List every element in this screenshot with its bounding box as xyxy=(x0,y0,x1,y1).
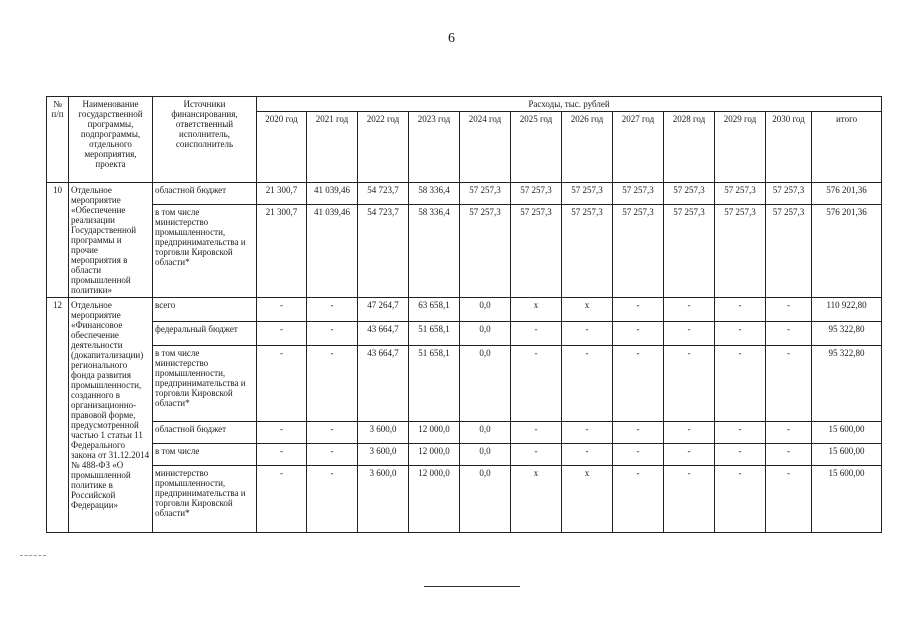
year-header: итого xyxy=(812,112,882,183)
expense-value: - xyxy=(562,444,613,466)
measure-name: Отдельное мероприятие «Финансовое обеспечение деятельности (докапитализации) регионального фонда развития промышленности, созданного в организационно-правовой форме, предусмотренной частью 1 статьи 11 Федерального закона от 31.12.2014 № 488-ФЗ «О промышленной политике в Российской Федерации» xyxy=(69,298,153,533)
expense-value: 57 257,3 xyxy=(766,205,812,298)
year-header: 2028 год xyxy=(664,112,715,183)
expense-value: - xyxy=(766,466,812,533)
expense-value: - xyxy=(715,466,766,533)
expense-value: 54 723,7 xyxy=(358,183,409,205)
expense-value: - xyxy=(257,444,307,466)
table-row xyxy=(47,298,882,322)
expense-value: - xyxy=(715,298,766,322)
expense-value: 41 039,46 xyxy=(307,183,358,205)
budget-table xyxy=(46,96,882,533)
expense-value: 54 723,7 xyxy=(358,205,409,298)
expense-value: 51 658,1 xyxy=(409,346,460,422)
expense-value: 63 658,1 xyxy=(409,298,460,322)
expense-value: 57 257,3 xyxy=(664,183,715,205)
funding-source: областной бюджет xyxy=(153,422,257,444)
table-body xyxy=(47,183,882,533)
margin-mark xyxy=(20,555,46,556)
col-index-header: № п/п xyxy=(47,97,69,183)
expense-value: 57 257,3 xyxy=(460,183,511,205)
year-header: 2025 год xyxy=(511,112,562,183)
expense-value: - xyxy=(307,444,358,466)
year-header: 2021 год xyxy=(307,112,358,183)
expense-value: 58 336,4 xyxy=(409,205,460,298)
expense-value: - xyxy=(511,346,562,422)
expense-value: - xyxy=(664,466,715,533)
expense-value: 57 257,3 xyxy=(562,205,613,298)
year-header: 2023 год xyxy=(409,112,460,183)
expense-value: - xyxy=(307,322,358,346)
expense-value: 57 257,3 xyxy=(511,183,562,205)
expense-value: - xyxy=(613,346,664,422)
footnote-rule xyxy=(424,586,520,587)
expense-value: 0,0 xyxy=(460,444,511,466)
funding-source: в том числе министерство промышленности, предпринимательства и торговли Кировской области* xyxy=(153,346,257,422)
measure-name: Отдельное мероприятие «Обеспечение реализации Государственной программы и прочие мероприятия в области промышленной политики» xyxy=(69,183,153,298)
funding-source: федеральный бюджет xyxy=(153,322,257,346)
expense-value: - xyxy=(715,322,766,346)
table-row xyxy=(47,205,882,298)
expense-value: - xyxy=(613,444,664,466)
expense-value: - xyxy=(766,322,812,346)
expense-value: - xyxy=(562,346,613,422)
expense-value: 57 257,3 xyxy=(715,205,766,298)
expense-value: 576 201,36 xyxy=(812,183,882,205)
expense-value: - xyxy=(664,322,715,346)
expense-value: 3 600,0 xyxy=(358,444,409,466)
funding-source: в том числе xyxy=(153,444,257,466)
expense-value: - xyxy=(257,322,307,346)
expense-value: 51 658,1 xyxy=(409,322,460,346)
expense-value: 57 257,3 xyxy=(613,205,664,298)
expense-value: - xyxy=(511,322,562,346)
col-source-header: Источники финансирования, ответственный исполнитель, соисполнитель xyxy=(153,97,257,183)
expense-value: х xyxy=(562,298,613,322)
year-header: 2026 год xyxy=(562,112,613,183)
expense-value: 12 000,0 xyxy=(409,422,460,444)
expense-value: - xyxy=(766,444,812,466)
expense-value: - xyxy=(613,298,664,322)
expense-value: - xyxy=(307,298,358,322)
expense-value: - xyxy=(715,346,766,422)
table-row xyxy=(47,346,882,422)
expense-value: 0,0 xyxy=(460,346,511,422)
row-index: 12 xyxy=(47,298,69,533)
expense-value: х xyxy=(511,298,562,322)
expense-value: - xyxy=(715,422,766,444)
expense-value: 95 322,80 xyxy=(812,322,882,346)
expense-value: 0,0 xyxy=(460,466,511,533)
expense-value: - xyxy=(257,346,307,422)
expenses-header: Расходы, тыс. рублей xyxy=(257,97,882,112)
expense-value: 21 300,7 xyxy=(257,205,307,298)
expense-value: - xyxy=(664,298,715,322)
expense-value: 57 257,3 xyxy=(766,183,812,205)
expense-value: 58 336,4 xyxy=(409,183,460,205)
expense-value: - xyxy=(257,422,307,444)
expense-value: - xyxy=(257,466,307,533)
year-header: 2024 год xyxy=(460,112,511,183)
expense-value: - xyxy=(766,298,812,322)
funding-source: министерство промышленности, предпринимательства и торговли Кировской области* xyxy=(153,466,257,533)
expense-value: 576 201,36 xyxy=(812,205,882,298)
expense-value: 21 300,7 xyxy=(257,183,307,205)
expense-value: 12 000,0 xyxy=(409,444,460,466)
expense-value: 57 257,3 xyxy=(664,205,715,298)
table-row xyxy=(47,183,882,205)
col-name-header: Наименование государственной программы, подпрограммы, отдельного мероприятия, проекта xyxy=(69,97,153,183)
expense-value: 47 264,7 xyxy=(358,298,409,322)
expense-value: 12 000,0 xyxy=(409,466,460,533)
funding-source: всего xyxy=(153,298,257,322)
expense-value: 43 664,7 xyxy=(358,346,409,422)
table-row xyxy=(47,422,882,444)
expense-value: 0,0 xyxy=(460,322,511,346)
expense-value: - xyxy=(307,422,358,444)
expense-value: 3 600,0 xyxy=(358,422,409,444)
expense-value: 110 922,80 xyxy=(812,298,882,322)
expense-value: 15 600,00 xyxy=(812,466,882,533)
expense-value: 0,0 xyxy=(460,422,511,444)
expense-value: - xyxy=(664,422,715,444)
funding-source: областной бюджет xyxy=(153,183,257,205)
year-header: 2027 год xyxy=(613,112,664,183)
expense-value: - xyxy=(307,466,358,533)
expense-value: 95 322,80 xyxy=(812,346,882,422)
expense-value: - xyxy=(511,444,562,466)
year-header: 2030 год xyxy=(766,112,812,183)
expense-value: 57 257,3 xyxy=(511,205,562,298)
expense-value: 15 600,00 xyxy=(812,444,882,466)
table-row xyxy=(47,466,882,533)
funding-source: в том числе министерство промышленности, предпринимательства и торговли Кировской области* xyxy=(153,205,257,298)
expense-value: - xyxy=(766,346,812,422)
row-index: 10 xyxy=(47,183,69,298)
expense-value: 0,0 xyxy=(460,298,511,322)
expense-value: - xyxy=(562,322,613,346)
expense-value: - xyxy=(257,298,307,322)
expense-value: - xyxy=(511,422,562,444)
table-row xyxy=(47,444,882,466)
expense-value: 57 257,3 xyxy=(613,183,664,205)
expense-value: - xyxy=(613,422,664,444)
expense-value: - xyxy=(766,422,812,444)
table-row xyxy=(47,322,882,346)
year-header: 2029 год xyxy=(715,112,766,183)
expense-value: - xyxy=(307,346,358,422)
expense-value: - xyxy=(613,466,664,533)
expense-value: 57 257,3 xyxy=(715,183,766,205)
expense-value: х xyxy=(511,466,562,533)
expense-value: 43 664,7 xyxy=(358,322,409,346)
expense-value: - xyxy=(664,346,715,422)
expense-value: 57 257,3 xyxy=(562,183,613,205)
expense-value: - xyxy=(664,444,715,466)
year-header: 2020 год xyxy=(257,112,307,183)
expense-value: 57 257,3 xyxy=(460,205,511,298)
year-header: 2022 год xyxy=(358,112,409,183)
expense-value: 41 039,46 xyxy=(307,205,358,298)
expense-value: 3 600,0 xyxy=(358,466,409,533)
expense-value: 15 600,00 xyxy=(812,422,882,444)
expense-value: - xyxy=(715,444,766,466)
expense-value: - xyxy=(613,322,664,346)
expense-value: - xyxy=(562,422,613,444)
expense-value: х xyxy=(562,466,613,533)
page-number: 6 xyxy=(448,31,455,46)
